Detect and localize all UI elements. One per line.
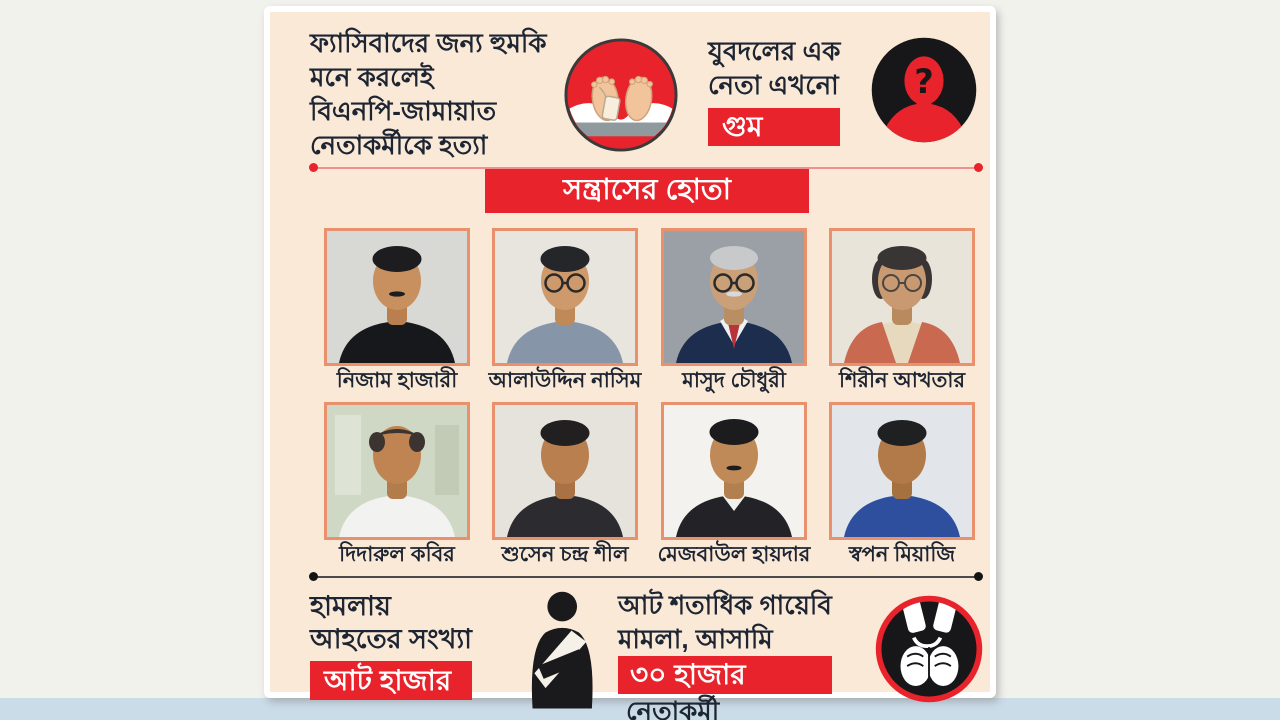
injured-count-badge: আট হাজার (310, 661, 472, 700)
person-card (324, 228, 470, 400)
person-name: শুসেন চন্দ্র শীল (501, 543, 629, 566)
person-name: স্বপন মিয়াজি (848, 543, 956, 566)
portrait-photo (829, 402, 975, 540)
person-card (829, 402, 975, 574)
after-badge-text: নেতাকর্মী (626, 696, 720, 720)
statement-line: যুবদলের এক (708, 36, 841, 66)
person-name: নিজাম হাজারী (336, 369, 458, 392)
section-title: সন্ত্রাসের হোতা (562, 173, 732, 206)
handcuffed-hands-icon (872, 592, 986, 706)
statement-line: মনে করলেই (310, 62, 434, 92)
top-left-statement (310, 26, 547, 162)
person-name: মেজবাউল হায়দার (657, 543, 811, 566)
portrait-photo (324, 402, 470, 540)
person-card (657, 402, 811, 574)
divider-dot (309, 572, 318, 581)
person-name: শিরীন আখতার (838, 369, 966, 392)
top-right-statement (708, 34, 840, 146)
injured-count-statement (310, 590, 472, 700)
person-name: দিদারুল কবির (339, 543, 455, 566)
divider-dot (309, 163, 318, 172)
dead-body-feet-icon (562, 36, 680, 154)
portrait-photo (492, 228, 638, 366)
statement-line: নেতা এখনো (708, 70, 839, 100)
infographic-panel (264, 6, 996, 720)
person-card (661, 228, 807, 400)
portrait-photo (661, 402, 807, 540)
divider-dot (974, 163, 983, 172)
portrait-photo (661, 228, 807, 366)
statement-line: ফ্যাসিবাদের জন্য হুমকি (310, 28, 547, 58)
injured-person-icon (514, 588, 616, 706)
missing-person-icon (868, 34, 980, 146)
statement-line (618, 656, 832, 720)
statement-line: হামলায় (310, 591, 391, 621)
accused-count-badge: ৩০ হাজার (618, 656, 832, 694)
person-card (488, 228, 642, 400)
missing-status-badge: গুম (708, 108, 840, 146)
person-name: মাসুদ চৌধুরী (682, 369, 786, 392)
person-card (829, 228, 975, 400)
bottom-divider-line (313, 576, 979, 578)
statement-line: বিএনপি-জামায়াত (310, 96, 497, 126)
statement-line: নেতাকর্মীকে হত্যা (310, 130, 488, 160)
statement-line: আট শতাধিক গায়েবি (618, 590, 832, 620)
cases-statement (618, 588, 832, 720)
portrait-photo (829, 228, 975, 366)
statement-line: আহতের সংখ্যা (310, 624, 472, 654)
person-card (492, 402, 638, 574)
divider-dot (974, 572, 983, 581)
section-title-banner (485, 169, 809, 213)
statement-line: মামলা, আসামি (618, 624, 773, 654)
portrait-photo (324, 228, 470, 366)
person-name: আলাউদ্দিন নাসিম (488, 369, 642, 392)
svg-text:?: ? (914, 61, 934, 101)
portrait-photo (492, 402, 638, 540)
person-card (324, 402, 470, 574)
